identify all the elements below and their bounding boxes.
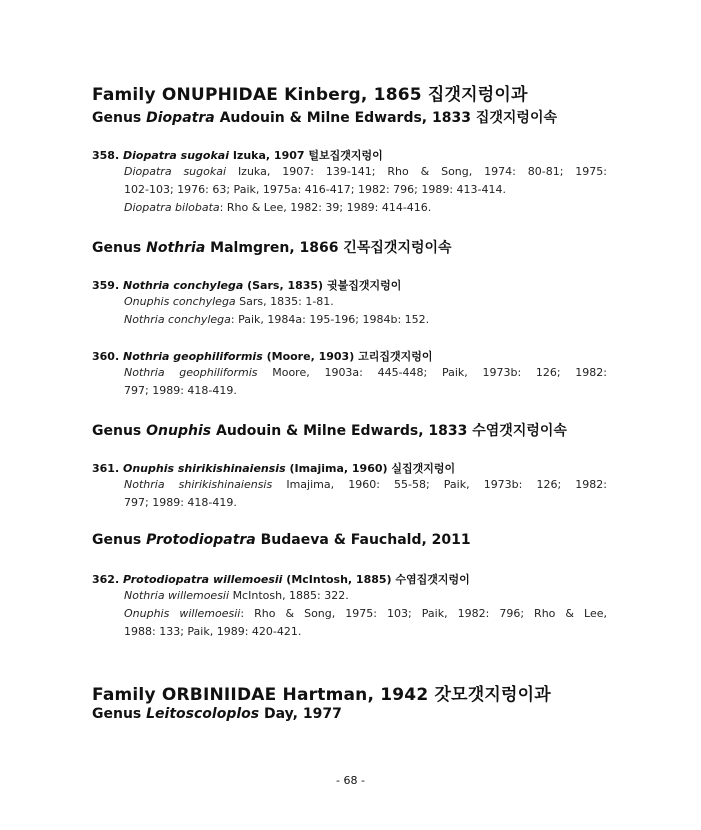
page-number: - 68 - [336,774,365,787]
family-heading-orbiniidae: Family ORBINIIDAE Hartman, 1942 갓모갯지렁이과 [92,685,551,705]
synonym-line: Onuphis willemoesii: Rho & Song, 1975: 103; Paik, 1982: 796; Rho & Lee, [124,607,608,620]
genus-heading-nothria: Genus Nothria Malmgren, 1866 긴목집갯지렁이속 [92,240,452,256]
synonym-line: 797; 1989: 418-419. [124,496,237,509]
synonym-line: 102-103; 1976: 63; Paik, 1975a: 416-417; 1982: 796; 1989: 413-414. [124,183,507,196]
synonym-line: Nothria shirikishinaiensis Imajima, 1960: 55-58; Paik, 1973b: 126; 1982: [124,478,607,491]
synonym-line: Onuphis conchylega Sars, 1835: 1-81. [124,295,334,308]
species-entry-362: 362. Protodiopatra willemoesii (McIntosh, 1885) 수염집갯지렁이 [92,573,470,586]
synonym-line: Diopatra sugokai Izuka, 1907: 139-141; Rho & Song, 1974: 80-81; 1975: [124,165,607,178]
species-entry-359: 359. Nothria conchylega (Sars, 1835) 귓불집갯지렁이 [92,279,402,292]
genus-heading-diopatra: Genus Diopatra Audouin & Milne Edwards, 1833 집갯지렁이속 [92,110,557,126]
synonym-line: Diopatra bilobata: Rho & Lee, 1982: 39; 1989: 414-416. [124,201,432,214]
species-entry-358: 358. Diopatra sugokai Izuka, 1907 털보집갯지렁이 [92,149,383,162]
synonym-line: 1988: 133; Paik, 1989: 420-421. [124,625,302,638]
family-heading-onuphidae: Family ONUPHIDAE Kinberg, 1865 집갯지렁이과 [92,85,528,105]
synonym-line: Nothria geophiliformis Moore, 1903a: 445-448; Paik, 1973b: 126; 1982: [124,366,607,379]
genus-heading-protodiopatra: Genus Protodiopatra Budaeva & Fauchald, 2011 [92,532,471,548]
genus-heading-onuphis: Genus Onuphis Audouin & Milne Edwards, 1833 수염갯지렁이속 [92,423,567,439]
synonym-line: Nothria willemoesii McIntosh, 1885: 322. [124,589,349,602]
species-entry-361: 361. Onuphis shirikishinaiensis (Imajima, 1960) 실집갯지렁이 [92,462,456,475]
synonym-line: 797; 1989: 418-419. [124,384,237,397]
species-entry-360: 360. Nothria geophiliformis (Moore, 1903) 고리집갯지렁이 [92,350,433,363]
genus-heading-leitoscoloplos: Genus Leitoscoloplos Day, 1977 [92,706,342,722]
synonym-line: Nothria conchylega: Paik, 1984a: 195-196; 1984b: 152. [124,313,430,326]
